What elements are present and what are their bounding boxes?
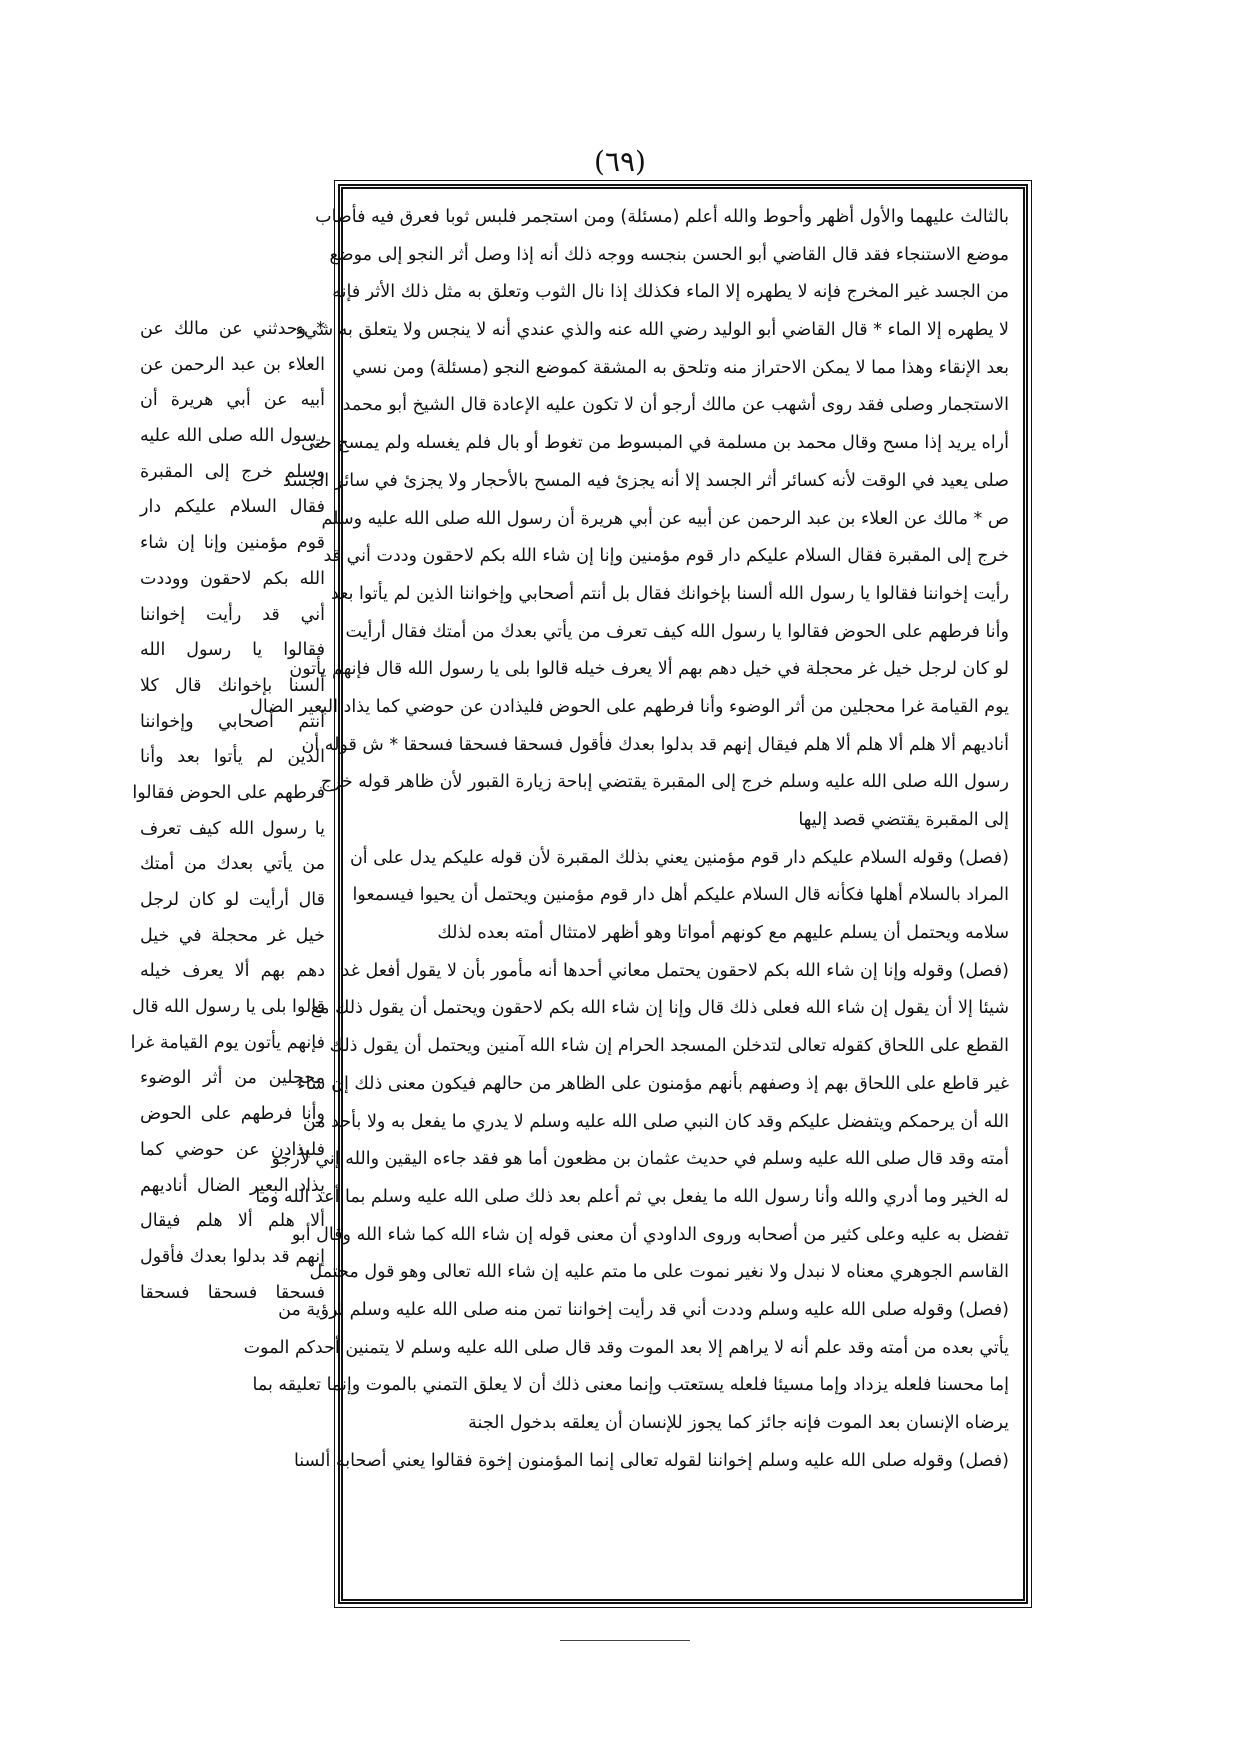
main-text-line: شيئا إلا أن يقول إن شاء الله فعلى ذلك قال وإنا إن شاء الله بكم لاحقون ويحتمل أن يقول ذلك مع <box>310 998 1009 1019</box>
main-text-line: غير قاطع على اللحاق بهم إذ وصفهم بأنهم مؤمنون على الظاهر من حالهم فيكون معنى ذلك إن شاء <box>297 1073 1009 1094</box>
main-text-line: موضع الاستنجاء فقد قال القاضي أبو الحسن بنجسه ووجه ذلك أنه إذا وصل أثر النجو إلى موضع <box>329 244 1009 265</box>
main-text-line: القاسم الجوهري معناه لا نبدل ولا نغير نموت على ما متم عليه إن شاء الله تعالى وهو قول محتمل <box>309 1262 1009 1283</box>
margin-line: فليذادن عن حوضي كما <box>140 1139 325 1160</box>
main-text-line: يأتي بعده من أمته وقد علم أنه لا يراهم إلا بعد الموت وقد قال صلى الله عليه وسلم لا يتمنين أحدكم الموت <box>243 1337 1009 1358</box>
margin-line: العلاء بن عبد الرحمن عن <box>140 354 325 375</box>
margin-line: محجلين من أثر الوضوء <box>140 1068 325 1089</box>
main-text-line: سلامه ويحتمل أن يسلم عليهم مع كونهم أمواتا وهو أظهر لامتثال أمته بعده لذلك <box>437 923 1009 944</box>
main-text-line: خرج إلى المقبرة فقال السلام عليكم دار قوم مؤمنين وإنا إن شاء الله بكم لاحقون وددت أني قد <box>323 546 1009 567</box>
main-text-line: المراد بالسلام أهلها فكأنه قال السلام عليكم أهل دار قوم مؤمنين ويحتمل أن يحيوا فيسمعوا <box>352 885 1009 906</box>
margin-line: أبيه عن أبي هريرة أن <box>140 390 325 411</box>
main-text-line: رسول الله صلى الله عليه وسلم خرج إلى المقبرة يقتضي إباحة زيارة القبور لأن ظاهر قوله خرج <box>320 772 1009 793</box>
footer-rule <box>560 1640 690 1641</box>
main-text-line: القطع على اللحاق كقوله تعالى لتدخلن المسجد الحرام إن شاء الله آمنين ويحتمل أن يقول ذلك <box>329 1036 1009 1057</box>
main-text-line: يرضاه الإنسان بعد الموت فإنه جائز كما يجوز للإنسان أن يعلقه بدخول الجنة <box>468 1413 1009 1433</box>
margin-line: أني قد رأيت إخواننا <box>140 604 325 625</box>
main-text-line: (فصل) وقوله السلام عليكم دار قوم مؤمنين يعني بذلك المقبرة لأن قوله عليكم يدل على أن <box>349 847 1009 868</box>
margin-line: رسول الله صلى الله عليه <box>140 426 325 447</box>
margin-line: فإنهم يأتون يوم القيامة غرا <box>130 1032 325 1053</box>
page-number: (٦٩) <box>594 145 646 178</box>
main-text-line: رأيت إخواننا فقالوا يا رسول الله ألسنا بإخوانك فقال بل أنتم أصحابي وإخواننا الذين لم يأتوا بعد <box>330 583 1009 604</box>
main-text-line: إلى المقبرة يقتضي قصد إليها <box>798 810 1009 830</box>
main-text-line: أمته وقد قال صلى الله عليه وسلم في حديث عثمان بن مظعون أما هو فقد جاءه اليقين والله إني لأرجو <box>271 1149 1009 1170</box>
main-text-line: (فصل) وقوله وإنا إن شاء الله بكم لاحقون يحتمل معاني أحدها أنه مأمور بأن لا يقول أفعل غدا <box>336 960 1009 981</box>
margin-line: الله بكم لاحقون ووددت <box>140 568 325 589</box>
margin-line: فسحقا فسحقا فسحقا <box>140 1282 325 1303</box>
main-text-line: بعد الإنقاء وهذا مما لا يمكن الاحتراز منه وتلحق به المشقة كموضع النجو (مسئلة) ومن نسي <box>352 357 1009 378</box>
main-text-body <box>243 199 1009 1480</box>
margin-line: إنهم قد بدلوا بعدك فأقول <box>140 1246 325 1267</box>
main-text-line: لا يطهره إلا الماء * قال القاضي أبو الوليد رضي الله عنه والذي عندي أنه لا ينجس ولا يتعلق به شيء <box>295 320 1009 341</box>
main-text-line: صلى يعيد في الوقت لأنه كسائر أثر الجسد إلا أنه يجزئ فيه المسح بالأحجار ولا يجزئ في سائر الجسد <box>282 470 1009 491</box>
margin-line: فقال السلام عليكم دار <box>140 497 325 518</box>
main-text-frame <box>243 184 1028 1604</box>
margin-line: قوم مؤمنين وإنا إن شاء <box>140 533 325 554</box>
margin-line: أنتم أصحابي وإخواننا <box>140 711 325 732</box>
main-text-line: له الخير وما أدري والله وأنا رسول الله ما يفعل بي ثم أعلم بعد ذلك صلى الله عليه وسلم بما أعد الله وما <box>255 1186 1009 1207</box>
margin-line: وأنا فرطهم على الحوض <box>140 1104 325 1125</box>
margin-line: فرطهم على الحوض فقالوا <box>132 782 325 803</box>
main-text-line: أناديهم ألا هلم ألا هلم ألا هلم فيقال إنهم قد بدلوا بعدك فأقول فسحقا فسحقا فسحقا * ش قوله أن <box>301 734 1009 755</box>
main-text-line: إما محسنا فلعله يزداد وإما مسيئا فلعله يستعتب وإنما معنى ذلك أن لا يعلق التمني بالموت وإنما تعليقه بما <box>252 1375 1009 1396</box>
margin-hadith-column <box>130 312 325 1311</box>
margin-line: دهم بهم ألا يعرف خيله <box>140 961 325 982</box>
margin-line: ألسنا بإخوانك قال كلا <box>140 675 325 696</box>
main-text-line: الاستجمار وصلى فقد روى أشهب عن مالك أرجو أن لا تكون عليه الإعادة قال الشيخ أبو محمد <box>342 395 1009 416</box>
main-text-line: ص * مالك عن العلاء بن عبد الرحمن عن أبيه عن أبي هريرة أن رسول الله صلى الله عليه وسلم <box>321 508 1009 529</box>
main-text-line: (فصل) وقوله صلى الله عليه وسلم إخواننا لقوله تعالى إنما المؤمنون إخوة فقالوا يعني أصحابه ألسنا <box>293 1450 1009 1471</box>
main-text-line: بالثالث عليهما والأول أظهر وأحوط والله أعلم (مسئلة) ومن استجمر فلبس ثوبا فعرق فيه فأصاب <box>315 207 1009 227</box>
margin-line: وسلم خرج إلى المقبرة <box>140 461 325 482</box>
margin-line: قالوا بلى يا رسول الله قال <box>132 997 325 1018</box>
margin-line: من يأتي بعدك من أمتك <box>140 854 325 875</box>
main-text-line: تفضل به عليه وعلى كثير من أصحابه وروى الداودي أن معنى قوله إن شاء الله كما شاء الله وقال أبو <box>291 1224 1009 1245</box>
main-text-line: الله أن يرحمكم ويتفضل عليكم وقد كان النبي صلى الله عليه وسلم لا يدري ما يفعل به ولا بأحد من <box>302 1111 1009 1132</box>
margin-line: فقالوا يا رسول الله <box>140 640 325 661</box>
margin-line: الذين لم يأتوا بعد وأنا <box>140 747 325 768</box>
main-text-line: أراه يريد إذا مسح وقال محمد بن مسلمة في المبسوط من تغوط أو بال فلم يغسله ولم يمسح حتى <box>301 433 1009 454</box>
main-text-line: يوم القيامة غرا محجلين من أثر الوضوء وأنا فرطهم على الحوض فليذادن عن حوضي كما يذاد البعير الضال <box>250 696 1009 717</box>
margin-line: ألا هلم ألا هلم فيقال <box>140 1211 325 1232</box>
margin-line: قال أرأيت لو كان لرجل <box>140 890 325 910</box>
margin-line: يا رسول الله كيف تعرف <box>140 818 325 839</box>
margin-line: * وحدثني عن مالك عن <box>140 319 325 339</box>
main-text-line: من الجسد غير المخرج فإنه لا يطهره إلا الماء فكذلك إذا نال الثوب وتعلق به مثل ذلك الأثر فإنه <box>332 282 1009 303</box>
main-text-line: وأنا فرطهم على الحوض فقالوا يا رسول الله كيف تعرف من يأتي بعدك من أمتك فقال أرأيت <box>345 621 1009 642</box>
main-text-line: لو كان لرجل خيل غر محجلة في خيل دهم بهم ألا يعرف خيله قالوا بلى يا رسول الله قال فإنهم يأتون <box>289 659 1009 680</box>
margin-line: يذاد البعير الضال أناديهم <box>140 1175 325 1196</box>
main-text-line: (فصل) وقوله صلى الله عليه وسلم وددت أني قد رأيت إخواننا تمن منه صلى الله عليه وسلم لرؤية من <box>278 1299 1009 1320</box>
margin-line: خيل غر محجلة في خيل <box>140 925 325 946</box>
